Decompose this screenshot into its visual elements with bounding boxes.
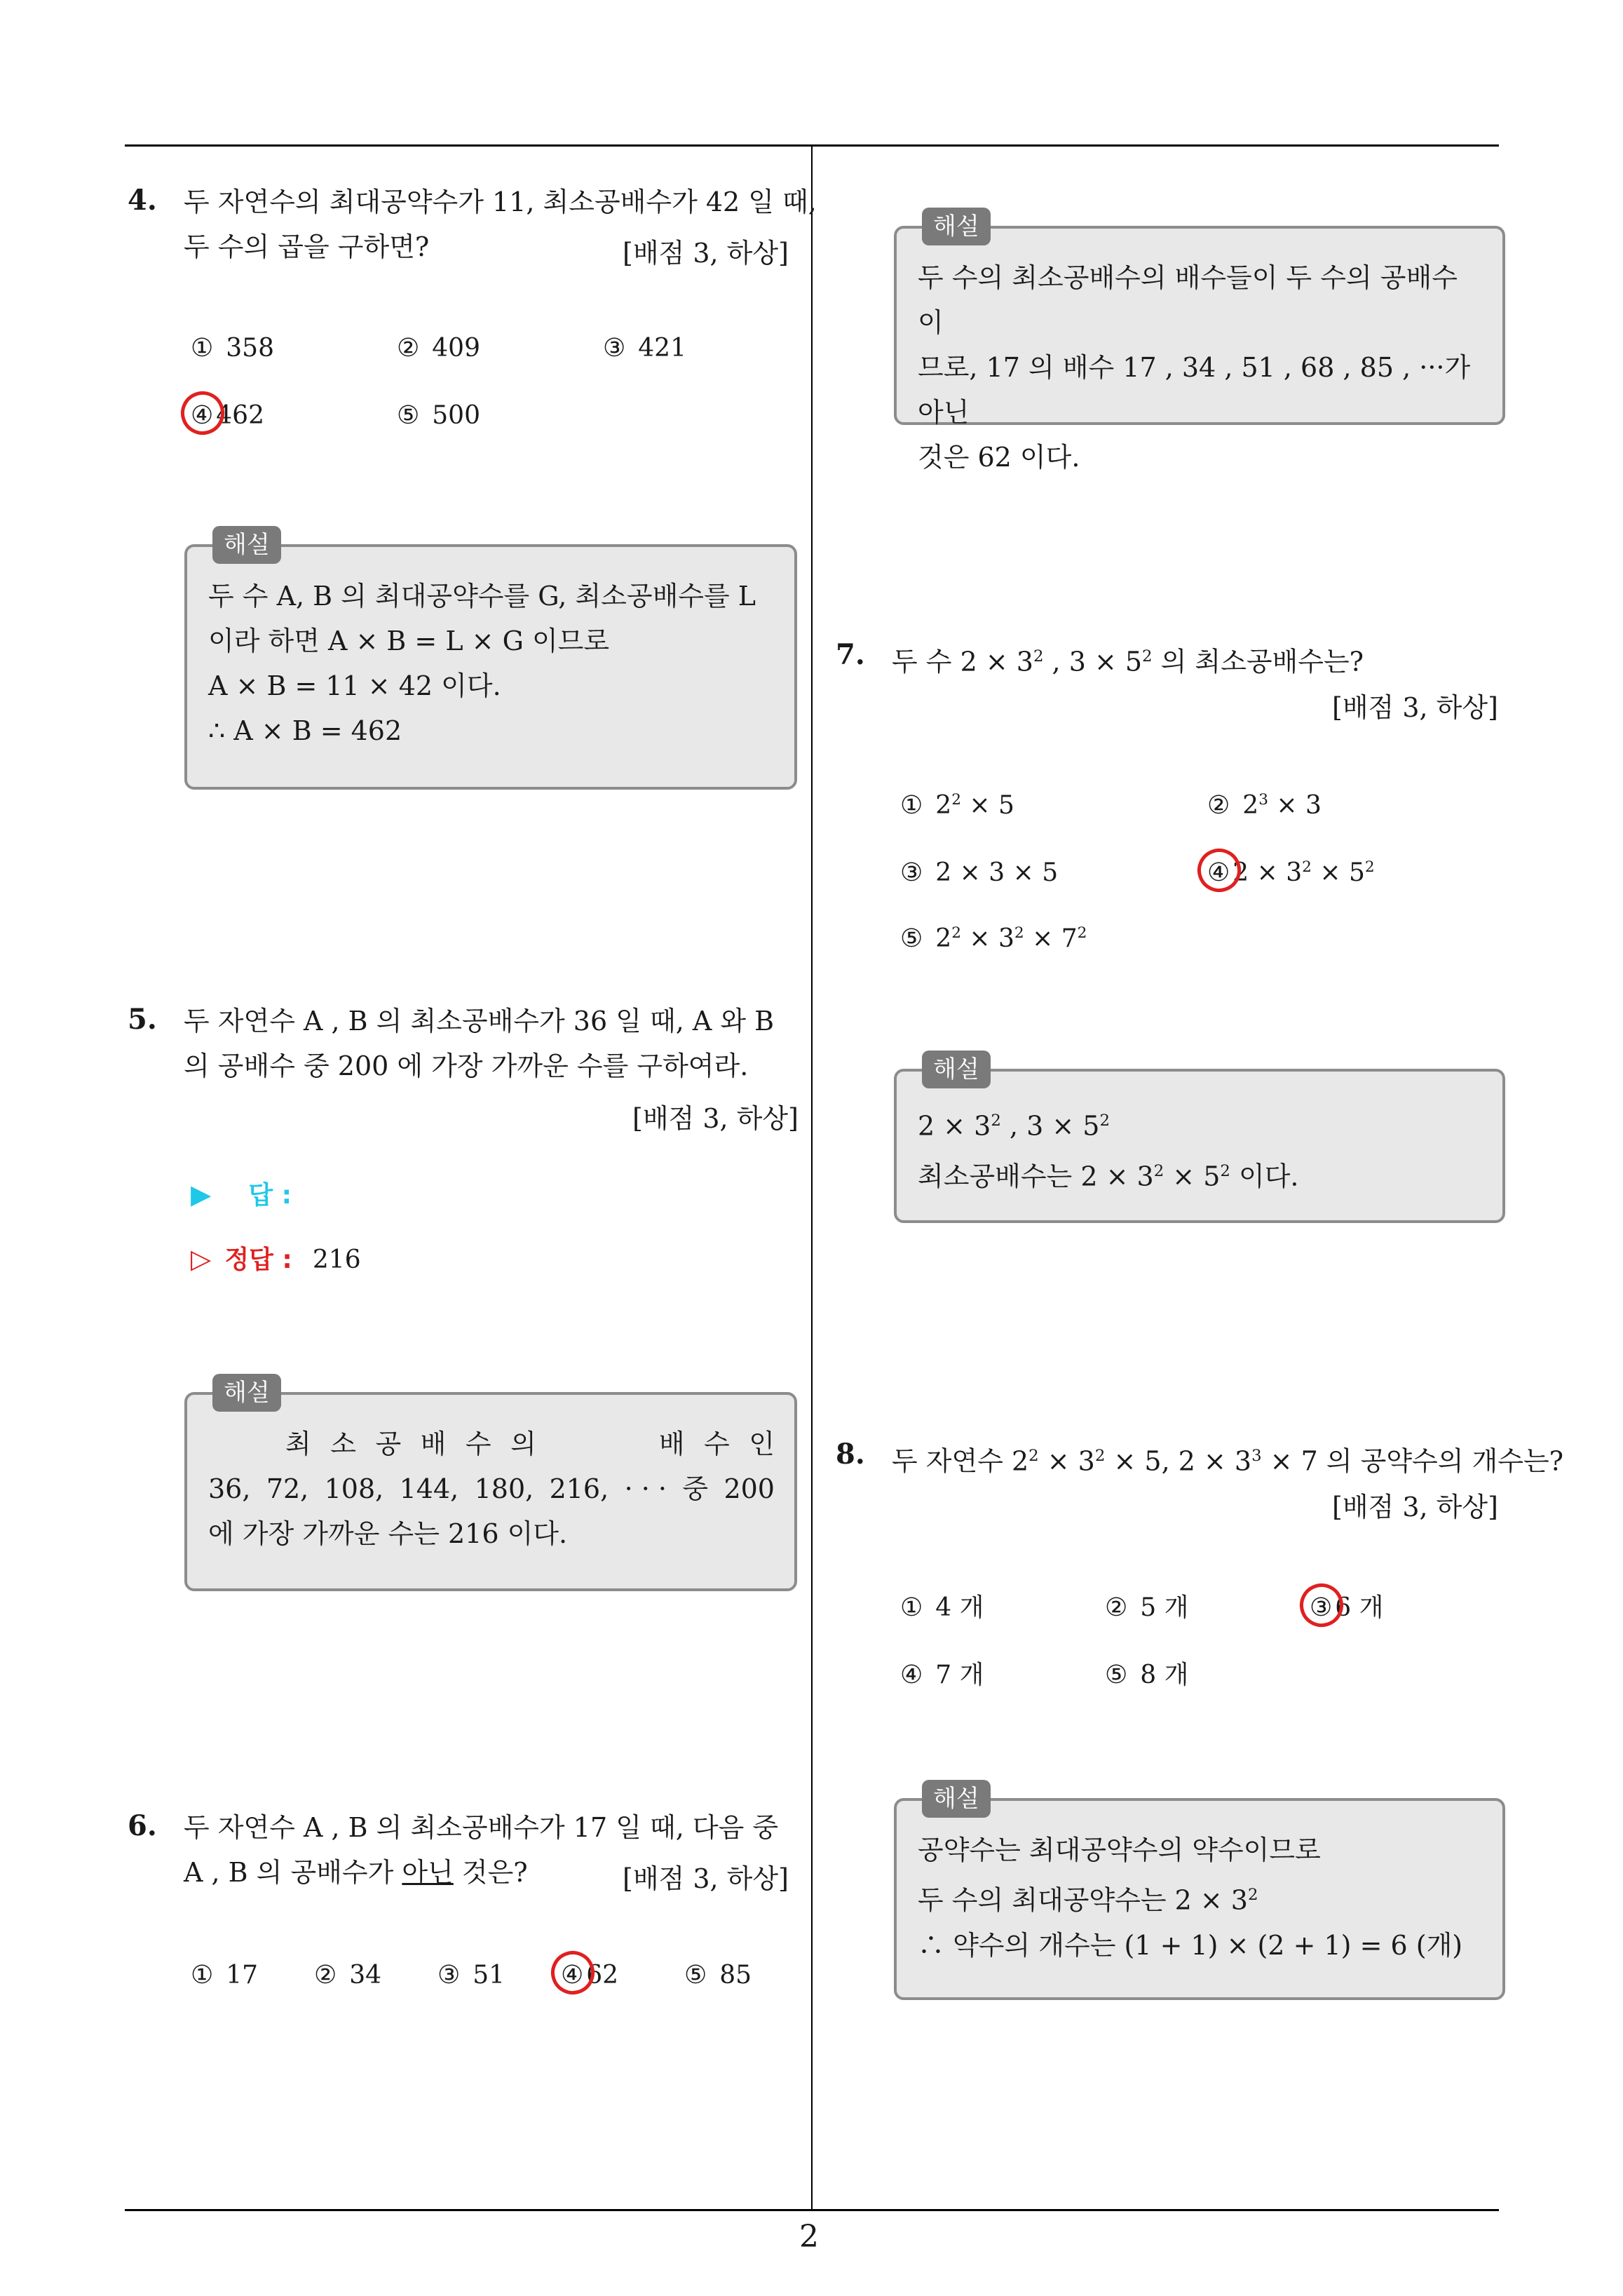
choice-text: 34 — [349, 1961, 382, 1990]
solution-line: ∴ 약수의 개수는 (1 + 1) × (2 + 1) = 6 (개) — [918, 1929, 1463, 1961]
choice-3[interactable] — [603, 334, 686, 363]
question-text-line2: 의 공배수 중 200 에 가장 가까운 수를 구하여라. — [184, 1051, 749, 1081]
choice-1[interactable] — [900, 791, 1014, 820]
solution-line: $2 \times 3^2$ , $3 \times 5^2$ — [918, 1110, 1110, 1142]
score-meta: [배점 3, 하상] — [1332, 692, 1498, 723]
choice-text: 85 — [719, 1961, 752, 1990]
choice-4[interactable] — [900, 1655, 984, 1691]
choice-mark: ④ — [900, 1661, 923, 1689]
solution-line: 두 수 A, B 의 최대공약수를 G, 최소공배수를 L — [208, 581, 756, 612]
emphasis-not: 아닌 — [402, 1857, 454, 1888]
question-text-line2: A , B 의 공배수가 아닌 것은? — [184, 1857, 528, 1888]
choice-4[interactable] — [191, 401, 264, 430]
question-number: 4. — [128, 184, 157, 217]
solution-box — [184, 531, 797, 790]
solution-tag: 해설 — [922, 208, 991, 245]
solution-line: 이라 하면 A × B = L × G 이므로 — [208, 626, 610, 656]
selected-answer-circle — [175, 385, 230, 440]
selected-answer-circle — [545, 1945, 600, 2000]
choice-3[interactable] — [1310, 1588, 1383, 1623]
choice-mark: ① — [900, 1593, 923, 1622]
score-meta: [배점 3, 하상] — [623, 1863, 789, 1894]
choice-text: 7 개 — [935, 1661, 984, 1689]
bottom-rule — [125, 2209, 1499, 2211]
choice-mark: ③ — [900, 858, 923, 887]
choice-mark: ① — [191, 1961, 214, 1990]
choice-text: 17 — [226, 1961, 259, 1990]
score-meta: [배점 3, 하상] — [632, 1103, 799, 1134]
score-meta: [배점 3, 하상] — [1332, 1492, 1498, 1522]
solution-line: 두 수의 최소공배수의 배수들이 두 수의 공배수이 — [918, 262, 1458, 338]
choice-2[interactable] — [314, 1961, 381, 1990]
solution-line: 최소공배수는 $2 \times 3^2 \times 5^2$ 이다. — [918, 1161, 1299, 1192]
choice-2[interactable] — [1105, 1588, 1188, 1623]
choice-3[interactable] — [900, 858, 1058, 887]
score-meta: [배점 3, 하상] — [623, 238, 789, 269]
choice-text: $2 \times 3^2 \times 5^2$ — [1232, 858, 1375, 887]
solution-tag: 해설 — [922, 1780, 991, 1818]
solution-line: 최 소 공 배 수 의 배 수 인 — [285, 1429, 775, 1459]
answer-label: 답 : — [248, 1181, 292, 1210]
page-number: 2 — [799, 2219, 819, 2255]
choice-mark: ③ — [437, 1961, 461, 1990]
question-text-line1: 두 수 $2 \times 3^2$ , $3 \times 5^2$ 의 최소공배수는? — [892, 646, 1364, 677]
selected-answer-circle — [1191, 842, 1247, 898]
choice-text: 8 개 — [1140, 1661, 1189, 1689]
choice-mark: ⑤ — [1105, 1661, 1128, 1689]
solution-line: 것은 62 이다. — [918, 442, 1080, 473]
choice-text: 4 개 — [935, 1593, 984, 1622]
choice-text: $2^3 \times 3$ — [1242, 791, 1322, 820]
solution-line: 36, 72, 108, 144, 180, 216, · · · 중 200 — [208, 1473, 775, 1504]
choice-4[interactable] — [561, 1961, 618, 1990]
choice-5[interactable] — [684, 1961, 752, 1990]
solution-tag: 해설 — [922, 1051, 991, 1088]
choice-4[interactable] — [1207, 858, 1375, 887]
choice-mark: ① — [191, 334, 214, 363]
answer-row — [191, 1175, 292, 1211]
question-text-line1: 두 자연수 A , B 의 최소공배수가 36 일 때, A 와 B — [184, 1006, 775, 1036]
selected-answer-circle — [1293, 1577, 1349, 1633]
choice-text: 500 — [432, 401, 480, 430]
solution-line: ∴ A × B = 462 — [208, 715, 402, 746]
choice-text: 462 — [216, 401, 264, 430]
choice-mark: ③ — [1310, 1593, 1333, 1622]
choice-2[interactable] — [397, 334, 480, 363]
choice-mark: ② — [397, 334, 420, 363]
solution-line: A × B = 11 × 42 이다. — [208, 670, 501, 701]
choice-1[interactable] — [191, 1961, 258, 1990]
solution-line: 두 수의 최대공약수는 $2 \times 3^2$ — [918, 1884, 1258, 1916]
solution-tag: 해설 — [212, 526, 281, 564]
choice-2[interactable] — [1207, 791, 1322, 820]
question-number: 5. — [128, 1003, 157, 1036]
choice-mark: ⑤ — [397, 401, 420, 430]
column-divider — [811, 144, 813, 2210]
choice-5[interactable] — [1105, 1655, 1188, 1691]
solution-line: 공약수는 최대공약수의 약수이므로 — [918, 1835, 1321, 1865]
question-number: 8. — [836, 1438, 865, 1471]
choice-mark: ⑤ — [900, 924, 923, 953]
choice-mark: ④ — [191, 401, 214, 430]
correct-label: 정답 : — [224, 1245, 292, 1274]
solution-line: 므로, 17 의 배수 17 , 34 , 51 , 68 , 85 , ···가 아닌 — [918, 352, 1471, 428]
choice-mark: ④ — [1207, 858, 1230, 887]
solution-line: 에 가장 가까운 수는 216 이다. — [208, 1518, 568, 1549]
choice-mark: ② — [1105, 1593, 1128, 1622]
question-text-line2: 두 수의 곱을 구하면? — [184, 231, 430, 262]
choice-text: 51 — [473, 1961, 505, 1990]
question-text-line1: 두 자연수의 최대공약수가 11, 최소공배수가 42 일 때, — [184, 187, 817, 217]
choice-text: 62 — [586, 1961, 619, 1990]
solution-box — [184, 1379, 797, 1591]
choice-text: $2^2 \times 5$ — [935, 791, 1014, 820]
solution-tag: 해설 — [212, 1374, 281, 1412]
question-text-line1: 두 자연수 $2^2 \times 3^2 \times 5$, $2 \times 3^3 \times 7$ 의 공약수의 개수는? — [892, 1445, 1564, 1477]
choice-mark: ② — [1207, 791, 1230, 820]
choice-1[interactable] — [900, 1588, 984, 1623]
choice-mark: ③ — [603, 334, 626, 363]
choice-text: 409 — [432, 334, 480, 363]
choice-mark: ② — [314, 1961, 337, 1990]
choice-text: 358 — [226, 334, 274, 363]
choice-text: 421 — [638, 334, 686, 363]
correct-value: 216 — [312, 1245, 361, 1274]
choice-3[interactable] — [437, 1961, 505, 1990]
choice-mark: ④ — [561, 1961, 584, 1990]
choice-5[interactable] — [900, 924, 1087, 953]
correct-play-icon: ▷ — [191, 1243, 212, 1274]
answer-play-icon: ▶ — [191, 1179, 212, 1210]
q6-solution-box — [894, 212, 1505, 473]
choice-text: 6 개 — [1335, 1593, 1384, 1622]
choice-1[interactable] — [191, 334, 274, 363]
choice-text: 2 × 3 × 5 — [935, 858, 1059, 887]
choice-mark: ⑤ — [684, 1961, 707, 1990]
choice-text: $2^2 \times 3^2 \times 7^2$ — [935, 924, 1087, 953]
choice-text: 5 개 — [1140, 1593, 1189, 1622]
choice-mark: ① — [900, 791, 923, 820]
solution-box — [894, 1055, 1505, 1223]
question-text-line1: 두 자연수 A , B 의 최소공배수가 17 일 때, 다음 중 — [184, 1812, 779, 1843]
solution-box — [894, 1785, 1505, 2000]
question-number: 7. — [836, 638, 865, 671]
correct-answer-row — [191, 1240, 361, 1276]
choice-5[interactable] — [397, 401, 480, 430]
question-number: 6. — [128, 1809, 157, 1842]
